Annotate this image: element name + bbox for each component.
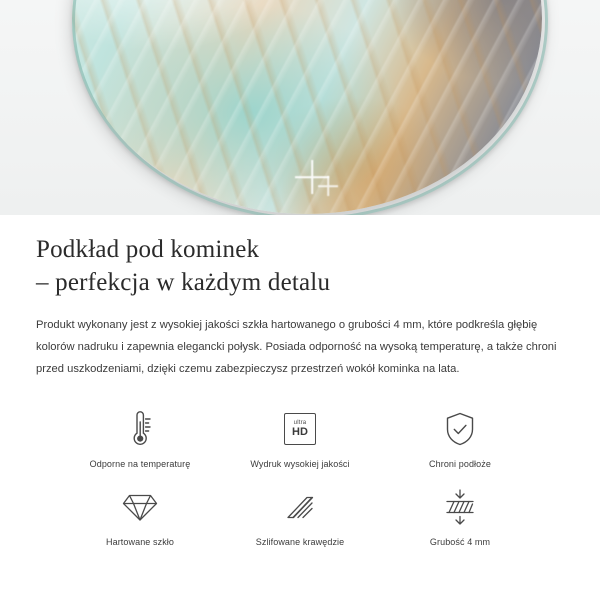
feature-item — [60, 407, 220, 469]
hero-image — [0, 0, 600, 215]
page-title — [36, 233, 564, 299]
content-block — [0, 215, 600, 547]
diamond-icon — [121, 485, 159, 529]
feature-label: Wydruk wysokiej jakości — [250, 458, 350, 469]
feature-item — [380, 485, 540, 547]
feature-label: Szlifowane krawędzie — [255, 536, 345, 547]
feature-label: Odporne na temperaturę — [89, 458, 191, 469]
feature-item — [380, 407, 540, 469]
ultra-hd-bottom-text: HD — [292, 425, 308, 438]
feature-item — [220, 407, 380, 469]
polished-edge-icon — [281, 485, 319, 529]
feature-grid — [36, 407, 564, 547]
ultra-hd-top-text: ultra — [293, 419, 307, 426]
feature-item — [60, 485, 220, 547]
thickness-icon — [442, 485, 478, 529]
feature-item — [220, 485, 380, 547]
shield-check-icon — [443, 407, 477, 451]
headline-line-1: Podkład pod kominek — [36, 236, 260, 263]
thermometer-icon — [123, 407, 157, 451]
feature-label: Chroni podłoże — [429, 458, 491, 469]
headline-line-2: – perfekcja w każdym detalu — [36, 269, 331, 296]
feature-label: Hartowane szkło — [105, 536, 175, 547]
feature-label: Grubość 4 mm — [429, 536, 491, 547]
ultra-hd-icon — [284, 407, 316, 451]
description-paragraph: Produkt wykonany jest z wysokiej jakości szkła hartowanego o grubości 4 mm, które podkreśla głębię kolorów nadruku i zapewnia elegancki połysk. Posiada odporność na wysoką temperaturę, a także chroni przed uszkodzeniami, dzięki czemu zabezpieczysz przestrzeń wokół kominka na lata. — [36, 319, 557, 375]
